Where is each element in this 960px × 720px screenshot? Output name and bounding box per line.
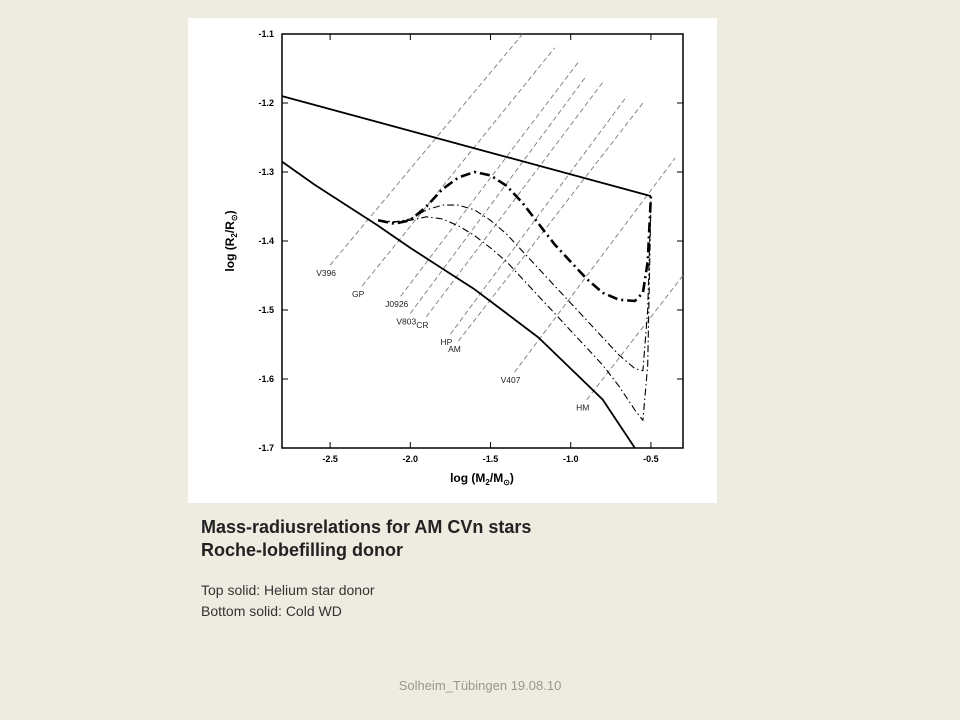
y-tick-label: -1.5 xyxy=(258,305,274,315)
y-tick-label: -1.7 xyxy=(258,443,274,453)
slide-notes xyxy=(201,580,375,622)
figure-panel xyxy=(188,18,717,503)
dashed-line-hm xyxy=(587,276,683,400)
slide-footer: Solheim_Tübingen 19.08.10 xyxy=(398,678,562,693)
object-label-v396: V396 xyxy=(316,268,337,279)
x-tick-label: -2.5 xyxy=(322,454,338,464)
slide-title xyxy=(201,516,531,562)
x-tick-label: -2.0 xyxy=(402,454,419,464)
slide-title-line-1: Mass-radiusrelations for AM CVn stars xyxy=(201,517,532,537)
object-label-gp: GP xyxy=(352,288,365,299)
series-line-5 xyxy=(378,203,651,420)
object-label-v407: V407 xyxy=(500,375,521,386)
dashed-line-j0926 xyxy=(401,62,579,297)
x-tick-label: -1.0 xyxy=(562,454,579,464)
dashed-line-cr xyxy=(426,82,602,317)
x-tick-label: -0.5 xyxy=(643,454,659,464)
y-tick-label: -1.4 xyxy=(258,236,274,246)
object-label-hm: HM xyxy=(576,402,590,413)
dashed-line-am xyxy=(458,103,642,341)
dashed-line-gp xyxy=(362,48,554,286)
object-label-cr: CR xyxy=(416,319,429,330)
note-bottom-solid: Bottom solid: Cold WD xyxy=(201,603,342,619)
series-line-3 xyxy=(378,172,651,301)
series-line-1 xyxy=(282,96,651,196)
x-axis-title: $\log (M_2/M_⊙)$ xyxy=(450,471,514,487)
object-label-hp: HP xyxy=(440,337,453,348)
object-label-v803: V803 xyxy=(396,316,417,327)
y-tick-label: -1.3 xyxy=(258,167,274,177)
dashed-line-v407 xyxy=(515,158,675,372)
series-line-4 xyxy=(378,200,651,371)
y-tick-label: -1.1 xyxy=(258,29,274,39)
dashed-line-hp xyxy=(450,96,626,334)
mass-radius-chart xyxy=(188,18,717,503)
note-top-solid: Top solid: Helium star donor xyxy=(201,582,375,598)
y-tick-label: -1.6 xyxy=(258,374,274,384)
y-tick-label: -1.2 xyxy=(258,98,274,108)
object-label-j0926: J0926 xyxy=(385,299,409,310)
y-axis-title: $\log (R_2/R_⊙)$ xyxy=(223,210,239,272)
slide-title-line-2: Roche-lobefilling donor xyxy=(201,540,403,560)
dashed-line-v396 xyxy=(330,34,522,265)
x-tick-label: -1.5 xyxy=(482,454,499,464)
object-label-am: AM xyxy=(448,344,461,355)
plot-frame xyxy=(282,34,683,448)
